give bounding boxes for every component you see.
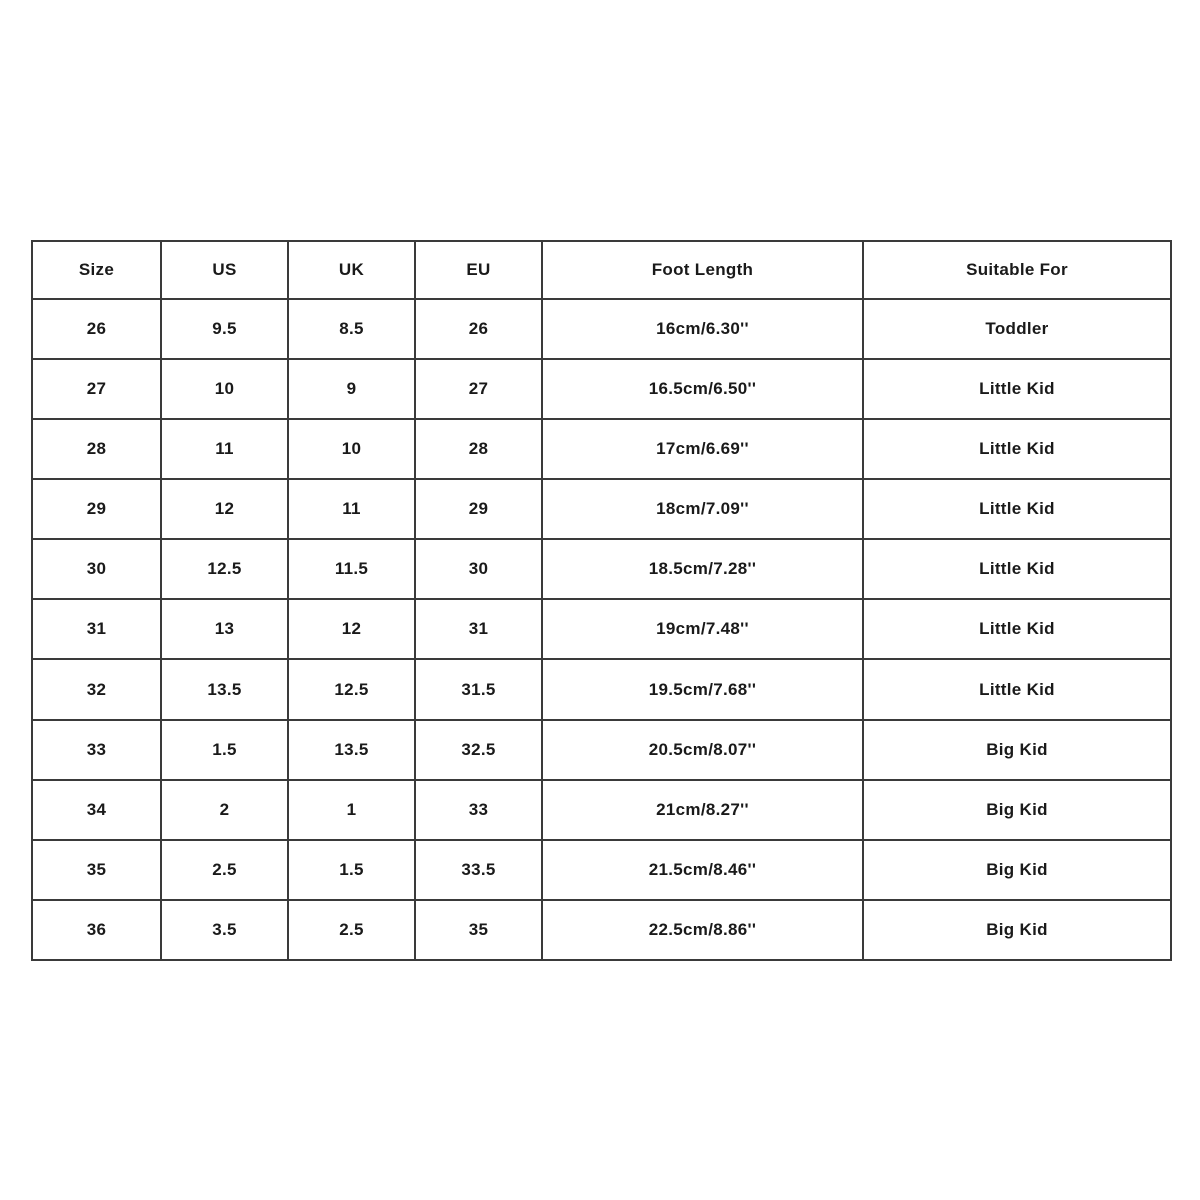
cell-us: 9.5 [161, 299, 288, 359]
cell-uk: 13.5 [288, 720, 415, 780]
cell-foot-length: 21cm/8.27'' [542, 780, 863, 840]
header-suitable-for: Suitable For [863, 241, 1171, 299]
cell-us: 2 [161, 780, 288, 840]
cell-eu: 32.5 [415, 720, 542, 780]
cell-foot-length: 18cm/7.09'' [542, 479, 863, 539]
table-row [32, 419, 1171, 479]
cell-foot-length: 17cm/6.69'' [542, 419, 863, 479]
cell-eu: 31 [415, 599, 542, 659]
cell-us: 10 [161, 359, 288, 419]
cell-suitable-for: Big Kid [863, 780, 1171, 840]
table-header-row [32, 241, 1171, 299]
cell-eu: 35 [415, 900, 542, 960]
header-uk: UK [288, 241, 415, 299]
cell-size: 33 [32, 720, 161, 780]
cell-size: 35 [32, 840, 161, 900]
cell-uk: 11 [288, 479, 415, 539]
cell-us: 12 [161, 479, 288, 539]
table-row [32, 599, 1171, 659]
cell-foot-length: 20.5cm/8.07'' [542, 720, 863, 780]
cell-suitable-for: Little Kid [863, 419, 1171, 479]
cell-us: 11 [161, 419, 288, 479]
header-foot-length: Foot Length [542, 241, 863, 299]
cell-eu: 29 [415, 479, 542, 539]
table-row [32, 780, 1171, 840]
cell-uk: 11.5 [288, 539, 415, 599]
cell-uk: 12.5 [288, 659, 415, 719]
cell-uk: 12 [288, 599, 415, 659]
cell-us: 12.5 [161, 539, 288, 599]
cell-eu: 33.5 [415, 840, 542, 900]
cell-foot-length: 19cm/7.48'' [542, 599, 863, 659]
table-row [32, 840, 1171, 900]
cell-foot-length: 22.5cm/8.86'' [542, 900, 863, 960]
cell-size: 28 [32, 419, 161, 479]
cell-foot-length: 16cm/6.30'' [542, 299, 863, 359]
cell-uk: 10 [288, 419, 415, 479]
cell-eu: 28 [415, 419, 542, 479]
header-us: US [161, 241, 288, 299]
cell-uk: 1 [288, 780, 415, 840]
cell-foot-length: 18.5cm/7.28'' [542, 539, 863, 599]
cell-suitable-for: Little Kid [863, 659, 1171, 719]
cell-us: 13 [161, 599, 288, 659]
cell-us: 13.5 [161, 659, 288, 719]
cell-foot-length: 21.5cm/8.46'' [542, 840, 863, 900]
cell-eu: 31.5 [415, 659, 542, 719]
cell-suitable-for: Little Kid [863, 479, 1171, 539]
size-chart-table [31, 240, 1172, 961]
cell-suitable-for: Toddler [863, 299, 1171, 359]
cell-eu: 26 [415, 299, 542, 359]
cell-us: 2.5 [161, 840, 288, 900]
cell-eu: 27 [415, 359, 542, 419]
cell-suitable-for: Big Kid [863, 720, 1171, 780]
cell-eu: 33 [415, 780, 542, 840]
table-row [32, 539, 1171, 599]
cell-uk: 8.5 [288, 299, 415, 359]
cell-suitable-for: Little Kid [863, 599, 1171, 659]
cell-suitable-for: Big Kid [863, 840, 1171, 900]
cell-uk: 2.5 [288, 900, 415, 960]
cell-size: 31 [32, 599, 161, 659]
table-row [32, 659, 1171, 719]
table-row [32, 359, 1171, 419]
header-size: Size [32, 241, 161, 299]
cell-suitable-for: Big Kid [863, 900, 1171, 960]
cell-uk: 1.5 [288, 840, 415, 900]
table-row [32, 479, 1171, 539]
cell-us: 1.5 [161, 720, 288, 780]
cell-size: 26 [32, 299, 161, 359]
cell-size: 32 [32, 659, 161, 719]
cell-foot-length: 16.5cm/6.50'' [542, 359, 863, 419]
cell-suitable-for: Little Kid [863, 539, 1171, 599]
table-row [32, 299, 1171, 359]
cell-suitable-for: Little Kid [863, 359, 1171, 419]
cell-us: 3.5 [161, 900, 288, 960]
cell-uk: 9 [288, 359, 415, 419]
cell-size: 34 [32, 780, 161, 840]
table-row [32, 900, 1171, 960]
table-row [32, 720, 1171, 780]
cell-size: 36 [32, 900, 161, 960]
cell-size: 30 [32, 539, 161, 599]
cell-size: 27 [32, 359, 161, 419]
cell-size: 29 [32, 479, 161, 539]
cell-eu: 30 [415, 539, 542, 599]
header-eu: EU [415, 241, 542, 299]
cell-foot-length: 19.5cm/7.68'' [542, 659, 863, 719]
